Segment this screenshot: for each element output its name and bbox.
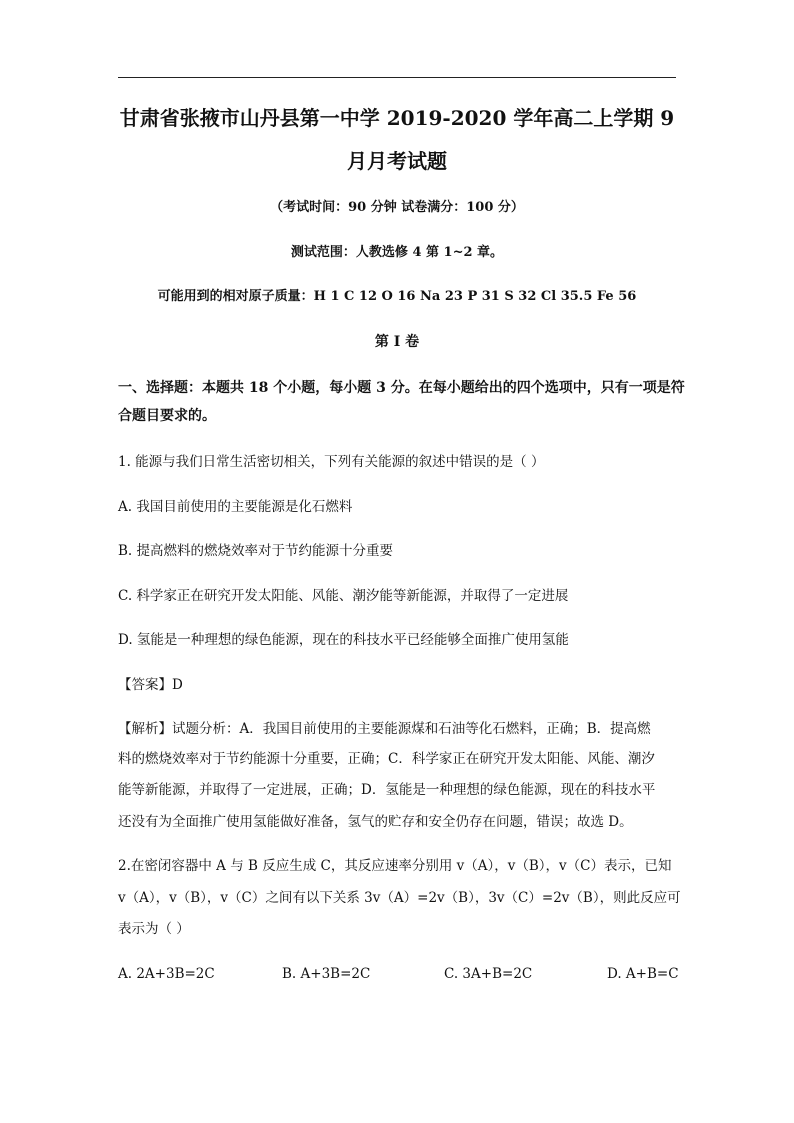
question2-option-c: C. 3A+B=2C xyxy=(444,966,533,982)
question1-option-b: B. 提高燃料的燃烧效率对于节约能源十分重要 xyxy=(118,543,394,559)
question1-option-a: A. 我国目前使用的主要能源是化石燃料 xyxy=(118,499,353,515)
document-title-line2: 月月考试题 xyxy=(347,149,447,173)
question1-option-c: C. 科学家正在研究开发太阳能、风能、潮汐能等新能源，并取得了一定进展 xyxy=(118,588,569,604)
question1-analysis-line3: 能等新能源，并取得了一定进展，正确；D．氢能是一种理想的绿色能源，现在的科技水平 xyxy=(118,782,656,798)
question1-analysis-line4: 还没有为全面推广使用氢能做好准备，氢气的贮存和安全仍存在问题，错误；故选 D。 xyxy=(118,814,633,830)
test-scope: 测试范围：人教选修 4 第 1~2 章。 xyxy=(290,245,504,260)
header-rule xyxy=(118,77,676,78)
question2-option-a: A. 2A+3B=2C xyxy=(118,966,215,982)
question1-analysis-line1: 【解析】试题分析：A．我国目前使用的主要能源煤和石油等化石燃料，正确；B．提高燃 xyxy=(118,721,651,737)
atomic-mass-list: 可能用到的相对原子质量：H 1 C 12 O 16 Na 23 P 31 S 32 Cl 35.5 Fe 56 xyxy=(157,289,637,304)
question2-stem-line2: v（A），v（B），v（C）之间有以下关系 3v（A）=2v（B），3v（C）=2v（B），则此反应可 xyxy=(118,890,681,906)
question1-option-d: D. 氢能是一种理想的绿色能源，现在的科技水平已经能够全面推广使用氢能 xyxy=(118,632,569,648)
volume-label: 第 I 卷 xyxy=(374,334,420,350)
exam-time-info: （考试时间：90 分钟 试卷满分：100 分） xyxy=(270,200,524,215)
document-title-line1: 甘肃省张掖市山丹县第一中学 2019-2020 学年高二上学期 9 xyxy=(119,106,675,130)
section-instructions-line1: 一、选择题：本题共 18 个小题，每小题 3 分。在每小题给出的四个选项中，只有一项是符 xyxy=(118,380,685,396)
question2-stem-line3: 表示为（ ） xyxy=(118,921,190,937)
question1-analysis-line2: 料的燃烧效率对于节约能源十分重要，正确；C．科学家正在研究开发太阳能、风能、潮汐 xyxy=(118,751,655,767)
question2-option-b: B. A+3B=2C xyxy=(282,966,371,982)
question2-option-d: D. A+B=C xyxy=(607,966,679,982)
section-instructions-line2: 合题目要求的。 xyxy=(118,408,216,424)
question2-stem-line1: 2.在密闭容器中 A 与 B 反应生成 C，其反应速率分别用 v（A），v（B），v（C）表示，已知 xyxy=(118,858,672,874)
question1-answer: 【答案】D xyxy=(118,677,183,693)
question1-stem: 1. 能源与我们日常生活密切相关，下列有关能源的叙述中错误的是（ ） xyxy=(118,454,545,470)
